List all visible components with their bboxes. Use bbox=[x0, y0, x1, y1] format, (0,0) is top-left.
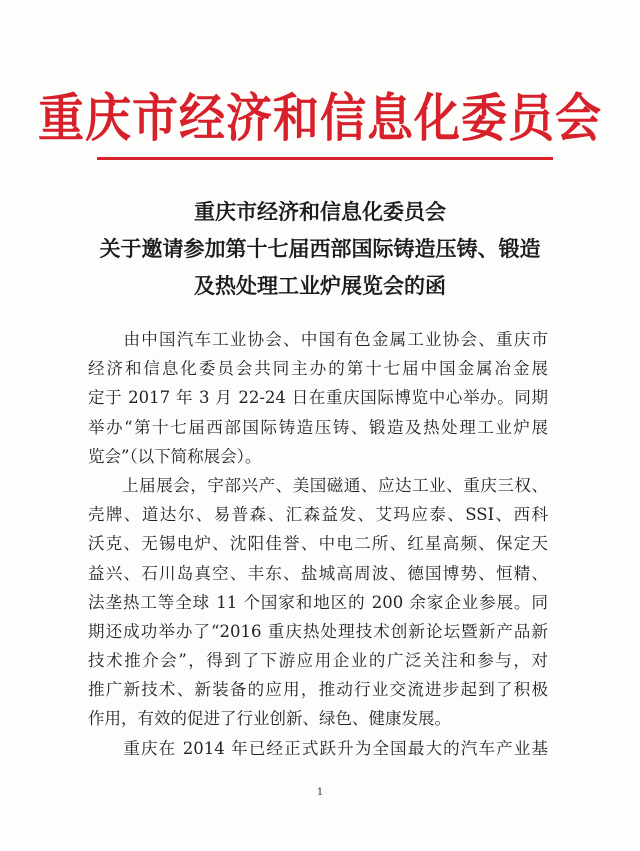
body-line: 技术推介会”，得到了下游应用企业的广泛关注和参与，对 bbox=[88, 651, 548, 671]
title-line-3: 及热处理工业炉展览会的函 bbox=[194, 273, 446, 298]
letterhead-red-rule bbox=[97, 157, 553, 160]
letterhead-organization-name: 重庆市经济和信息化委员会 bbox=[38, 88, 602, 149]
body-line: 期还成功举办了“2016 重庆热处理技术创新论坛暨新产品新 bbox=[88, 621, 548, 641]
title-line-1: 重庆市经济和信息化委员会 bbox=[194, 199, 446, 224]
body-line: 沃克、无锡电炉、沈阳佳誉、中电二所、红星高频、保定天 bbox=[88, 534, 548, 554]
body-line: 重庆在 2014 年已经正式跃升为全国最大的汽车产业基 bbox=[88, 738, 548, 758]
body-line: 定于 2017 年 3 月 22-24 日在重庆国际博览中心举办。同期 bbox=[88, 388, 548, 408]
letter-body bbox=[88, 325, 548, 763]
body-line: 经济和信息化委员会共同主办的第十七届中国金属冶金展 bbox=[88, 359, 548, 379]
body-line: 举办“第十七届西部国际铸造压铸、锻造及热处理工业炉展 bbox=[88, 417, 548, 437]
body-line: 作用，有效的促进了行业创新、绿色、健康发展。 bbox=[88, 709, 451, 729]
body-line: 推广新技术、新装备的应用，推动行业交流进步起到了积极 bbox=[88, 680, 548, 700]
body-line: 览会”（以下简称展会）。 bbox=[88, 446, 262, 466]
page-number: 1 bbox=[316, 787, 324, 798]
body-line: 壳牌、道达尔、易普森、汇森益发、艾玛应泰、SSI、西科 bbox=[88, 505, 548, 525]
body-line: 益兴、石川岛真空、丰东、盐城高周波、德国博势、恒精、 bbox=[88, 563, 548, 583]
body-line: 由中国汽车工业协会、中国有色金属工业协会、重庆市 bbox=[88, 330, 548, 349]
title-line-2: 关于邀请参加第十七届西部国际铸造压铸、锻造 bbox=[99, 236, 541, 261]
body-line: 上届展会，宇部兴产、美国磁通、应达工业、重庆三权、 bbox=[88, 475, 548, 495]
body-line: 法垄热工等全球 11 个国家和地区的 200 余家企业参展。同 bbox=[88, 592, 548, 612]
